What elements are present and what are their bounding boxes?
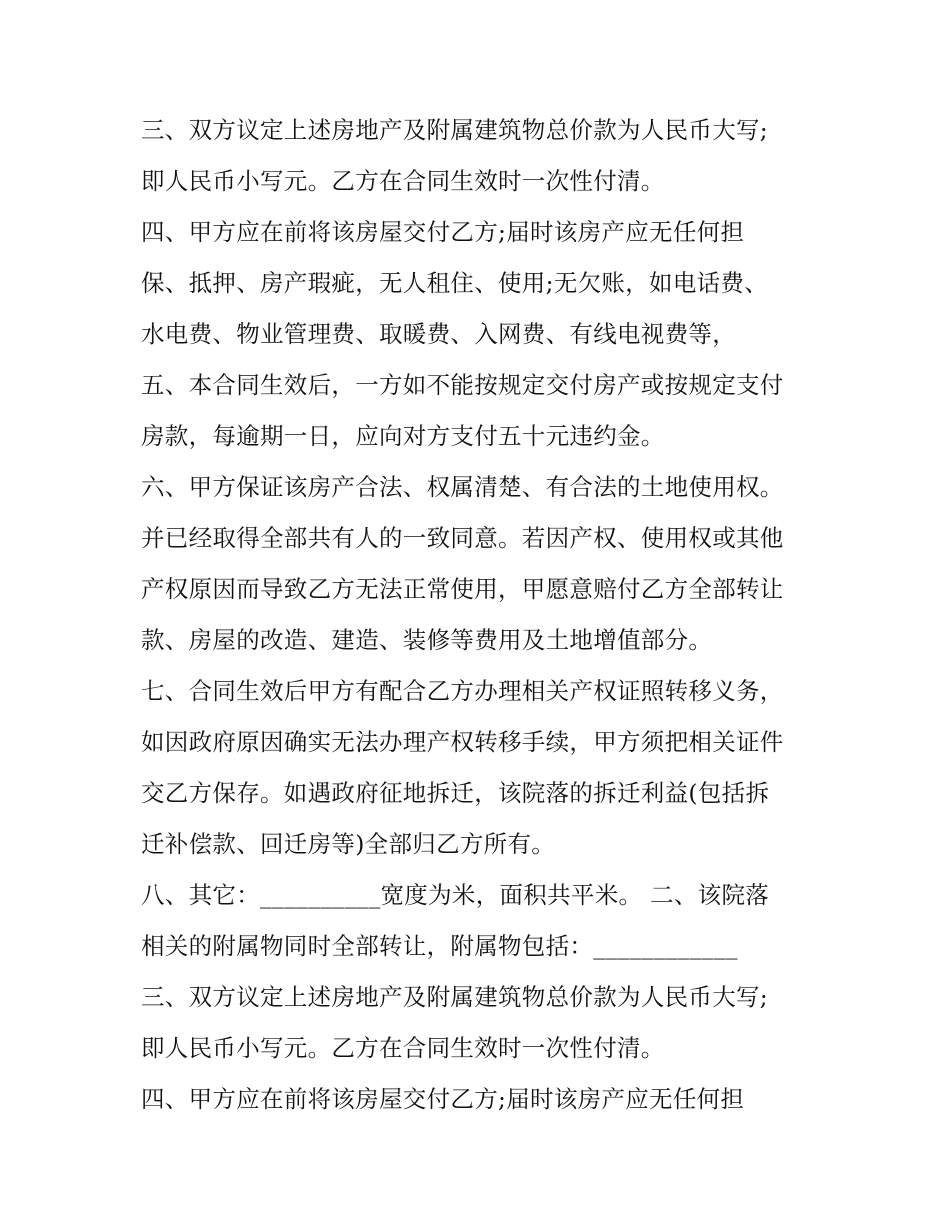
text-line: 四、甲方应在前将该房屋交付乙方;届时该房产应无任何担 [141,218,745,246]
text-line: 七、合同生效后甲方有配合乙方办理相关产权证照转移义务， [141,677,784,705]
text-line: 八、其它：__________宽度为米，面积共平米。 二、该院落 [141,881,770,909]
text-line: 相关的附属物同时全部转让，附属物包括：____________ [141,932,738,960]
text-line: 四、甲方应在前将该房屋交付乙方;届时该房产应无任何担 [141,1085,745,1113]
text-line: 六、甲方保证该房产合法、权属清楚、有合法的土地使用权。 [141,473,784,501]
text-line: 款、房屋的改造、建造、装修等费用及土地增值部分。 [141,626,713,654]
text-line: 产权原因而导致乙方无法正常使用，甲愿意赔付乙方全部转让 [141,575,784,603]
text-line: 房款，每逾期一日，应向对方支付五十元违约金。 [141,422,665,450]
text-line: 保、抵押、房产瑕疵，无人租住、使用;无欠账，如电话费、 [141,269,769,297]
text-line: 如因政府原因确实无法办理产权转移手续，甲方须把相关证件 [141,728,784,756]
text-line: 即人民币小写元。乙方在合同生效时一次性付清。 [141,167,665,195]
text-line: 迁补偿款、回迁房等)全部归乙方所有。 [141,830,556,858]
text-line: 并已经取得全部共有人的一致同意。若因产权、使用权或其他 [141,524,784,552]
text-line: 水电费、物业管理费、取暖费、入网费、有线电视费等， [141,320,736,348]
text-line: 即人民币小写元。乙方在合同生效时一次性付清。 [141,1034,665,1062]
text-line: 交乙方保存。如遇政府征地拆迁，该院落的拆迁利益(包括拆 [141,779,770,807]
text-line: 三、双方议定上述房地产及附属建筑物总价款为人民币大写; [141,983,769,1011]
text-line: 五、本合同生效后，一方如不能按规定交付房产或按规定支付 [141,371,784,399]
text-line: 三、双方议定上述房地产及附属建筑物总价款为人民币大写; [141,116,769,144]
